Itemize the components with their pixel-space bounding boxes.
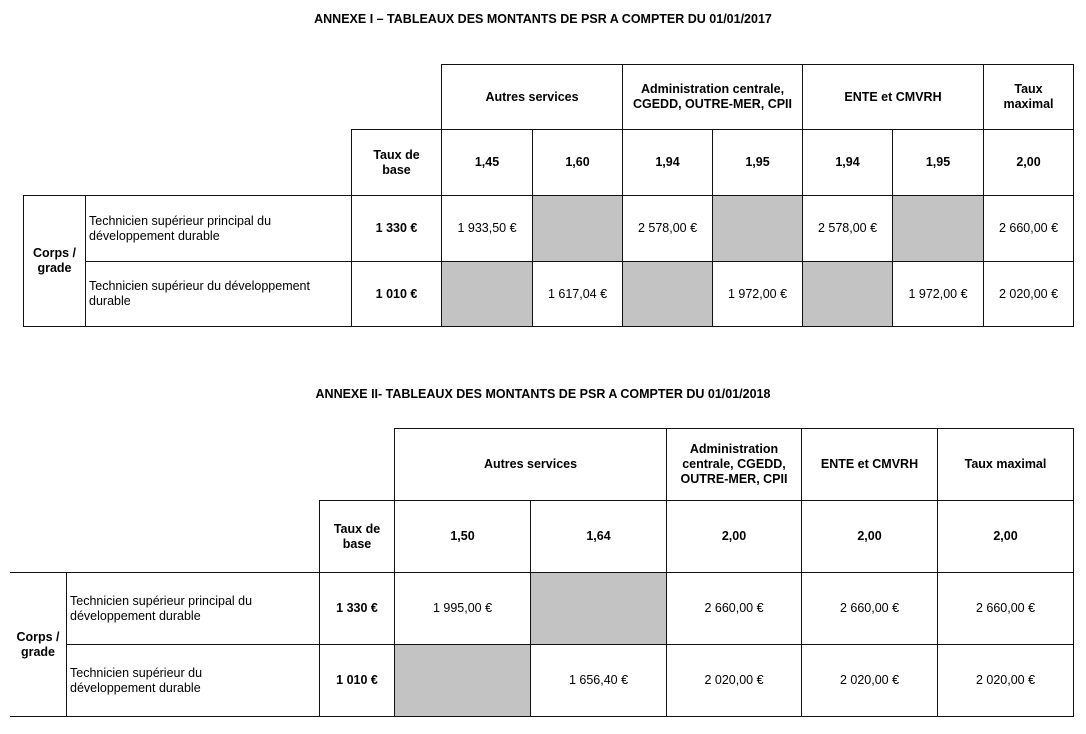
- rate-cell: 1,50: [450, 529, 475, 543]
- rate-cell: 1,64: [586, 529, 611, 543]
- rate-cell: 1,95: [745, 155, 770, 169]
- header-autres-services: Autres services: [483, 457, 578, 471]
- amount-cell: 1 972,00 €: [727, 286, 788, 301]
- rate-cell: 1,95: [925, 155, 951, 169]
- rate-cell: 1,94: [655, 155, 680, 169]
- header-taux-de-base: Taux de base: [373, 147, 420, 177]
- header-ente-cmvrh: ENTE et CMVRH: [844, 89, 942, 104]
- amount-cell: 2 660,00 €: [704, 601, 764, 615]
- row-label: Technicien supérieur du développement durable: [89, 279, 310, 308]
- annexe2-title: ANNEXE II- TABLEAUX DES MONTANTS DE PSR A COMPTER DU 01/01/2018: [315, 387, 771, 401]
- corps-grade-label: Corps / grade: [16, 629, 60, 659]
- amount-cell: 1 995,00 €: [432, 601, 493, 615]
- header-ente-cmvrh: ENTE et CMVRH: [820, 457, 919, 471]
- amount-cell: 1 617,04 €: [547, 286, 608, 301]
- rate-cell: 1,45: [474, 155, 500, 169]
- amount-cell: 1 656,40 €: [568, 673, 629, 687]
- base-amount: 1 330 €: [375, 221, 418, 235]
- corps-grade-label: Corps / grade: [32, 246, 77, 275]
- row-label: Technicien supérieur du développement durable: [70, 665, 203, 695]
- annexe1-title: ANNEXE I – TABLEAUX DES MONTANTS DE PSR A COMPTER DU 01/01/2017: [314, 12, 772, 26]
- rate-cell: 2,00: [721, 529, 747, 543]
- row-label: Technicien supérieur principal du développement durable: [70, 593, 253, 623]
- amount-cell: 2 660,00 €: [975, 601, 1036, 615]
- rate-cell: 2,00: [1016, 155, 1041, 169]
- amount-cell: 2 578,00 €: [817, 221, 878, 235]
- header-autres-services: Autres services: [485, 89, 579, 104]
- amount-cell: 2 020,00 €: [975, 673, 1036, 687]
- amount-cell: 2 020,00 €: [704, 673, 764, 687]
- header-administration-centrale: Administration centrale, CGEDD, OUTRE-MER, CPII: [680, 442, 788, 486]
- base-amount: 1 010 €: [336, 673, 378, 687]
- rate-cell: 2,00: [857, 529, 882, 543]
- row-label: Technicien supérieur principal du développement durable: [89, 213, 272, 243]
- amount-cell: 1 972,00 €: [908, 286, 968, 301]
- amount-cell: 1 933,50 €: [457, 221, 517, 235]
- table-rule: [1073, 428, 1074, 716]
- header-taux-maximal: Taux maximal: [1003, 82, 1054, 111]
- empty-cell: [531, 573, 666, 644]
- rate-cell: 1,60: [565, 155, 590, 169]
- base-amount: 1 010 €: [375, 286, 418, 301]
- rate-cell: 2,00: [993, 529, 1018, 543]
- header-taux-maximal: Taux maximal: [964, 457, 1047, 471]
- rate-cell: 1,94: [835, 155, 860, 169]
- header-taux-de-base: Taux de base: [333, 521, 381, 551]
- amount-cell: 2 660,00 €: [998, 221, 1059, 235]
- amount-cell: 2 578,00 €: [637, 221, 698, 235]
- base-amount: 1 330 €: [336, 601, 378, 615]
- header-administration-centrale: Administration centrale, CGEDD, OUTRE-MER, CPII: [632, 82, 793, 111]
- amount-cell: 2 020,00 €: [839, 673, 900, 687]
- amount-cell: 2 020,00 €: [998, 286, 1059, 301]
- amount-cell: 2 660,00 €: [839, 601, 900, 615]
- empty-cell: [395, 645, 531, 716]
- table-rule: [10, 716, 1074, 717]
